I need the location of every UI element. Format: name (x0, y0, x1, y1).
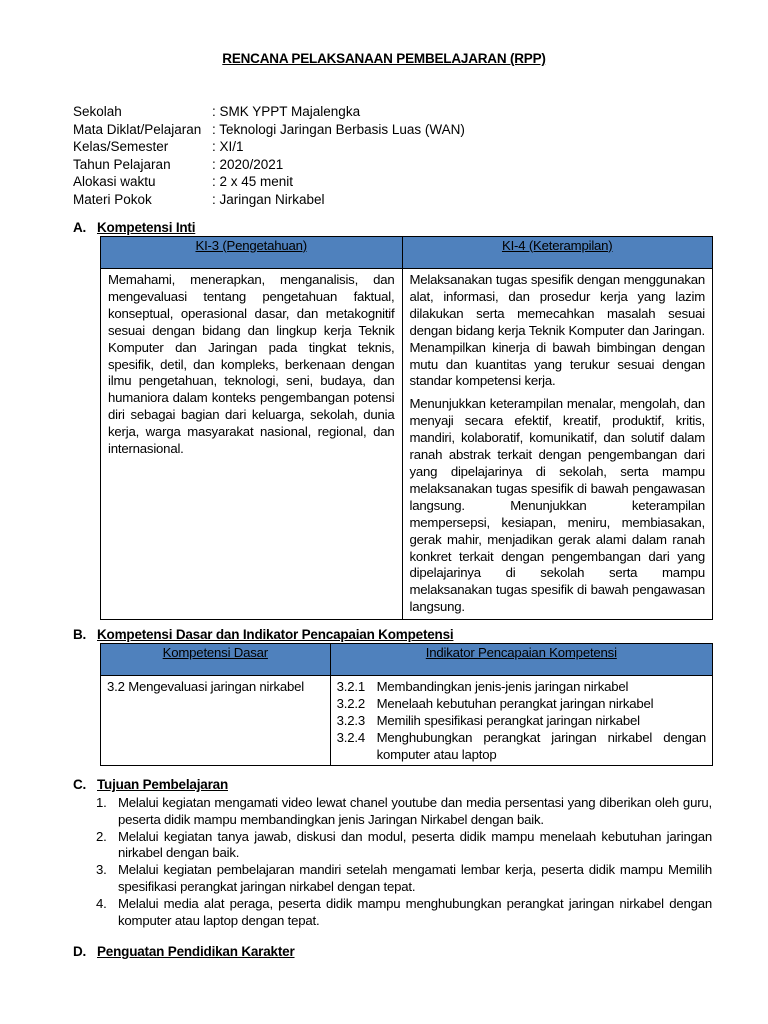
identity-value: : XI/1 (212, 139, 244, 154)
objective-item (96, 896, 712, 930)
indicator-text: Menghubungkan perangkat jaringan nirkabel dengan komputer atau laptop (376, 730, 706, 762)
ipk-header: Indikator Pencapaian Kompetensi (330, 644, 712, 676)
objective-item (96, 862, 712, 896)
identity-row (73, 156, 465, 174)
section-title: Penguatan Pendidikan Karakter (97, 944, 295, 959)
kompetensi-inti-table (100, 236, 713, 620)
objective-item (96, 795, 712, 829)
identity-block (73, 103, 465, 208)
identity-value: : SMK YPPT Majalengka (212, 104, 361, 119)
indicator-item (337, 712, 706, 729)
indicator-number: 3.2.3 (336, 713, 365, 728)
identity-row (73, 121, 465, 139)
document-title: RENCANA PELAKSANAAN PEMBELAJARAN (RPP) (222, 51, 546, 66)
identity-label: Mata Diklat/Pelajaran (73, 121, 202, 137)
ki4-text-1: Melaksanakan tugas spesifik dengan menggunakan alat, informasi, dan prosedur kerja yang lazim dilakukan serta memecahkan masalah sesuai dengan bidang kerja Teknik Komputer dan Jaringan. Menampilkan kinerja di bawah bimbingan dengan mutu dan kuantitas yang terukur sesuai dengan standar kompetensi kerja. (409, 272, 705, 389)
indicator-item (337, 678, 706, 695)
section-d-heading (73, 944, 295, 959)
section-b-heading (73, 627, 453, 642)
objective-text: Melalui kegiatan tanya jawab, diskusi dan modul, peserta didik mampu menelaah kebutuhan jaringan nirkabel dengan baik. (118, 828, 712, 861)
section-letter: B. (73, 627, 87, 642)
indicator-item (337, 695, 706, 712)
indicator-text: Menelaah kebutuhan perangkat jaringan nirkabel (376, 696, 654, 711)
indicator-number: 3.2.1 (336, 679, 365, 694)
ki3-header: KI-3 (Pengetahuan) (101, 237, 403, 269)
section-letter: C. (73, 777, 87, 792)
indicator-number: 3.2.2 (336, 696, 365, 711)
objective-number: 3. (96, 862, 107, 878)
section-letter: D. (73, 944, 87, 959)
indicator-text: Membandingkan jenis-jenis jaringan nirkabel (376, 679, 629, 694)
identity-row (73, 191, 465, 209)
ki4-cell (402, 269, 713, 620)
identity-value: : Jaringan Nirkabel (212, 191, 325, 207)
identity-value: : Teknologi Jaringan Berbasis Luas (WAN) (212, 121, 465, 137)
section-c-heading (73, 777, 228, 792)
ki3-text: Memahami, menerapkan, menganalisis, dan mengevaluasi tentang pengetahuan faktual, konseptual, operasional dasar, dan metakognitif sesuai dengan bidang dan lingkup kerja Teknik Komputer dan Jaringan pada tingkat teknis, spesifik, detil, dan kompleks, berkenaan dengan ilmu pengetahuan, teknologi, seni, budaya, dan humaniora dalam konteks pengembangan potensi diri sebagai bagian dari keluarga, sekolah, dunia kerja, warga masyarakat nasional, regional, dan internasional. (108, 272, 395, 457)
kd-header: Kompetensi Dasar (101, 644, 331, 676)
indicator-number: 3.2.4 (336, 730, 365, 745)
identity-row (73, 103, 465, 121)
section-title: Kompetensi Inti (97, 220, 196, 235)
indicator-text: Memilih spesifikasi perangkat jaringan nirkabel (376, 713, 640, 728)
objective-item (96, 829, 712, 863)
identity-label: Kelas/Semester (73, 139, 169, 154)
identity-row (73, 173, 465, 191)
section-title: Tujuan Pembelajaran (97, 777, 228, 792)
section-title: Kompetensi Dasar dan Indikator Pencapaian Kompetensi (97, 627, 454, 642)
ki3-cell (101, 269, 403, 620)
identity-row (73, 138, 465, 156)
learning-objectives-list (96, 795, 712, 929)
objective-number: 2. (96, 828, 107, 844)
objective-text: Melalui kegiatan mengamati video lewat chanel youtube dan media persentasi yang diberikan oleh guru, peserta didik mampu membandingkan jenis Jaringan Nirkabel dengan baik. (118, 795, 712, 827)
identity-label: Sekolah (73, 104, 122, 119)
objective-number: 1. (96, 795, 107, 810)
identity-value: : 2020/2021 (212, 156, 284, 172)
kompetensi-dasar-table (100, 643, 713, 766)
indicator-item (337, 729, 706, 763)
ki4-header: KI-4 (Keterampilan) (402, 237, 713, 269)
identity-label: Tahun Pelajaran (73, 156, 171, 172)
objective-text: Melalui media alat peraga, peserta didik mampu menghubungkan perangkat jaringan nirkabel dengan komputer atau laptop dengan tepat. (118, 895, 712, 928)
objective-number: 4. (96, 895, 107, 911)
section-a-heading (73, 220, 195, 235)
ipk-cell (330, 676, 712, 766)
objective-text: Melalui kegiatan pembelajaran mandiri setelah mengamati lembar kerja, peserta didik mampu Memilih spesifikasi perangkat jaringan nirkabel dengan tepat. (118, 862, 712, 894)
identity-label: Alokasi waktu (73, 174, 156, 189)
identity-label: Materi Pokok (73, 191, 152, 207)
section-letter: A. (73, 220, 87, 235)
identity-value: : 2 x 45 menit (212, 174, 294, 189)
kd-cell: 3.2 Mengevaluasi jaringan nirkabel (101, 676, 331, 766)
ki4-text-2: Menunjukkan keterampilan menalar, mengolah, dan menyaji secara efektif, kreatif, produktif, kritis, mandiri, kolaboratif, komunikatif, dan solutif dalam ranah abstrak terkait dengan pengembangan dari yang dipelajarinya di sekolah, serta mampu melaksanakan tugas spesifik di bawah pengawasan langsung. Menunjukkan keterampilan mempersepsi, kesiapan, meniru, membiasakan, gerak mahir, menjadikan gerak alami dalam ranah konkret terkait dengan pengembangan dari yang dipelajarinya di sekolah serta mampu melaksanakan tugas spesifik di bawah pengawasan langsung. (409, 396, 705, 615)
